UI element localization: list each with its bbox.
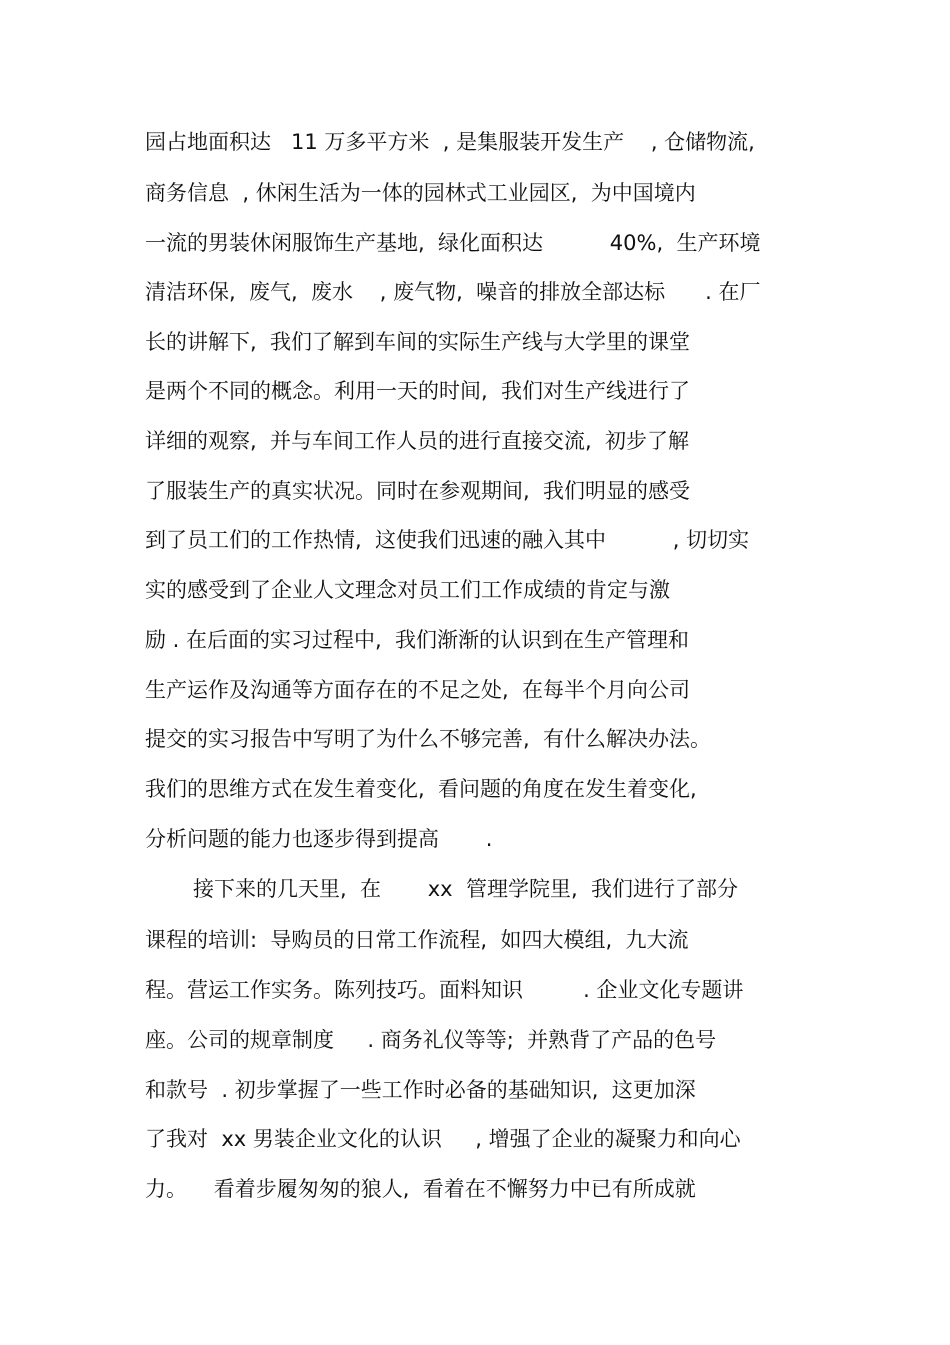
paragraph-2-line-1: 接下来的几天里, 在 xx 管理学院里, 我们进行了部分	[193, 877, 738, 901]
paragraph-1-line-13: 提交的实习报告中写明了为什么不够完善, 有什么解决办法。	[145, 727, 712, 751]
paragraph-1-line-3: 一流的男装休闲服饰生产基地, 绿化面积达 40%, 生产环境	[145, 231, 761, 255]
paragraph-1-line-6: 是两个不同的概念。利用一天的时间, 我们对生产线进行了	[145, 379, 691, 403]
paragraph-1-line-5: 长的讲解下, 我们了解到车间的实际生产线与大学里的课堂	[145, 330, 691, 354]
paragraph-1-line-9: 到了员工们的工作热情, 这使我们迅速的融入其中 , 切切实	[145, 528, 750, 552]
paragraph-1-line-1: 园占地面积达 11 万多平方米 , 是集服装开发生产 , 仓储物流,	[145, 130, 755, 154]
paragraph-2-line-3: 程。营运工作实务。陈列技巧。面料知识 . 企业文化专题讲	[145, 978, 744, 1002]
paragraph-2-line-6: 了我对 xx 男装企业文化的认识 , 增强了企业的凝聚力和向心	[145, 1127, 741, 1151]
paragraph-1-line-10: 实的感受到了企业人文理念对员工们工作成绩的肯定与激	[145, 578, 670, 602]
paragraph-1-line-8: 了服装生产的真实状况。同时在参观期间, 我们明显的感受	[145, 479, 691, 503]
paragraph-2-line-4: 座。公司的规章制度 . 商务礼仪等等; 并熟背了产品的色号	[145, 1028, 717, 1052]
paragraph-2-line-7: 力。 看着步履匆匆的狼人, 看着在不懈努力中已有所成就	[145, 1177, 696, 1201]
paragraph-1-line-14: 我们的思维方式在发生着变化, 看问题的角度在发生着变化,	[145, 777, 697, 801]
paragraph-1-line-15: 分析问题的能力也逐步得到提高 .	[145, 827, 493, 851]
paragraph-1-line-7: 详细的观察, 并与车间工作人员的进行直接交流, 初步了解	[145, 429, 690, 453]
paragraph-1-line-2: 商务信息 , 休闲生活为一体的园林式工业园区, 为中国境内	[145, 181, 696, 205]
paragraph-1-line-4: 清洁环保, 废气, 废水 , 废气物, 噪音的排放全部达标 . 在厂	[145, 280, 761, 304]
paragraph-1-line-11: 励 . 在后面的实习过程中, 我们渐渐的认识到在生产管理和	[145, 628, 690, 652]
paragraph-2-line-5: 和款号 . 初步掌握了一些工作时必备的基础知识, 这更加深	[145, 1078, 696, 1102]
paragraph-2-line-2: 课程的培训: 导购员的日常工作流程, 如四大模组, 九大流	[145, 928, 689, 952]
paragraph-1-line-12: 生产运作及沟通等方面存在的不足之处, 在每半个月向公司	[145, 678, 691, 702]
